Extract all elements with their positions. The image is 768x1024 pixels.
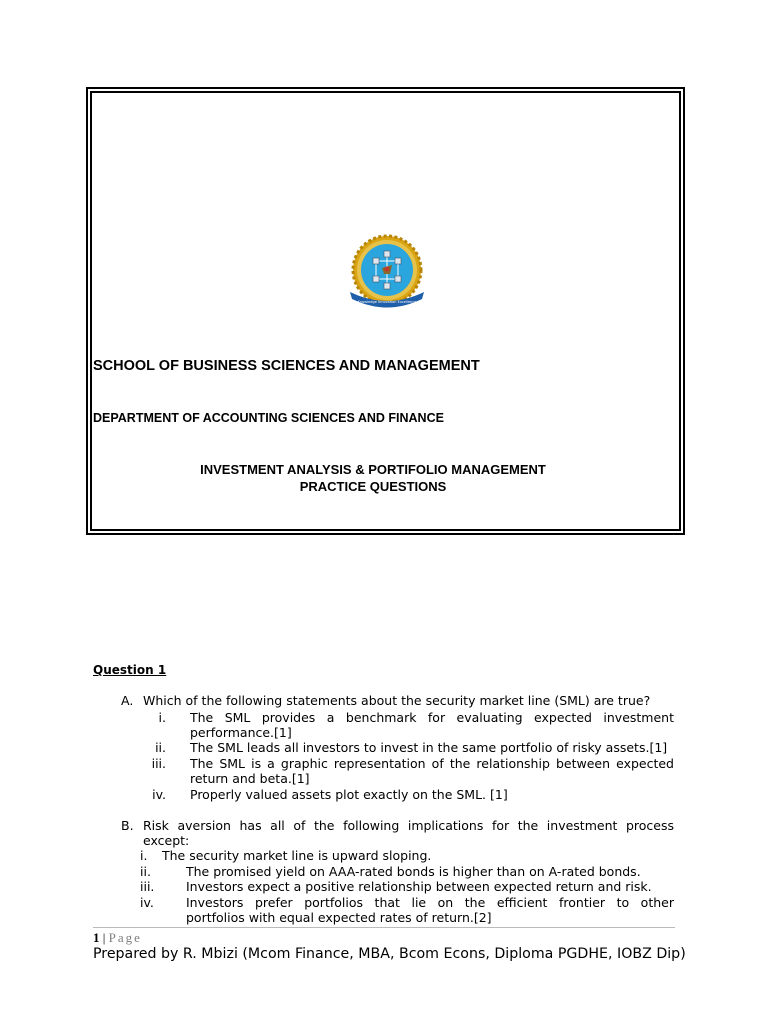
list-item: Investors prefer portfolios that lie on the efficient frontier to other — [186, 895, 674, 910]
list-item: The SML is a graphic representation of the relationship between expected — [190, 756, 674, 771]
list-item: The SML leads all investors to invest in the same portfolio of risky assets.[1] — [190, 740, 668, 755]
item-number: ii. — [155, 740, 166, 755]
list-item-continuation: portfolios with equal expected rates of return.[2] — [186, 910, 492, 925]
item-number: iv. — [140, 895, 154, 910]
item-number: ii. — [140, 864, 151, 879]
department-name: DEPARTMENT OF ACCOUNTING SCIENCES AND FINANCE — [93, 411, 444, 425]
item-number: i. — [158, 710, 166, 725]
university-crest-icon — [346, 234, 428, 310]
school-name: SCHOOL OF BUSINESS SCIENCES AND MANAGEMENT — [93, 358, 480, 374]
page-number — [93, 930, 142, 946]
item-number: i. — [140, 848, 148, 863]
page-number-value: 1 — [93, 930, 100, 945]
course-title: INVESTMENT ANALYSIS & PORTIFOLIO MANAGEMENT — [200, 462, 546, 477]
list-item: Investors expect a positive relationship between expected return and risk. — [186, 879, 652, 894]
item-number: iii. — [151, 756, 166, 771]
document-subtitle: PRACTICE QUESTIONS — [299, 479, 447, 494]
list-item: The SML provides a benchmark for evaluating expected investment — [190, 710, 674, 725]
list-item: The security market line is upward sloping. — [162, 848, 432, 863]
question-title: Question 1 — [93, 663, 167, 677]
item-number: iv. — [152, 787, 166, 802]
page-separator: | — [102, 930, 106, 945]
prepared-by: Prepared by R. Mbizi (Mcom Finance, MBA, Bcom Econs, Diploma PGDHE, IOBZ Dip) — [93, 946, 686, 962]
list-item: Properly valued assets plot exactly on the SML. [1] — [190, 787, 508, 802]
part-a-label: A. — [121, 693, 134, 708]
part-b-text-continuation: except: — [143, 833, 190, 848]
svg-text:Knowledge Innovation Excellenc: Knowledge Innovation Excellence — [357, 300, 417, 304]
page-label: Page — [108, 930, 142, 945]
list-item: The promised yield on AAA-rated bonds is higher than on A-rated bonds. — [186, 864, 641, 879]
part-b-label: B. — [121, 818, 134, 833]
footer-divider — [93, 927, 675, 928]
item-number: iii. — [140, 879, 155, 894]
part-b-text: Risk aversion has all of the following implications for the investment process — [143, 818, 674, 833]
list-item-continuation: return and beta.[1] — [190, 771, 310, 786]
part-a-text: Which of the following statements about the security market line (SML) are true? — [143, 693, 651, 708]
list-item-continuation: performance.[1] — [190, 725, 292, 740]
